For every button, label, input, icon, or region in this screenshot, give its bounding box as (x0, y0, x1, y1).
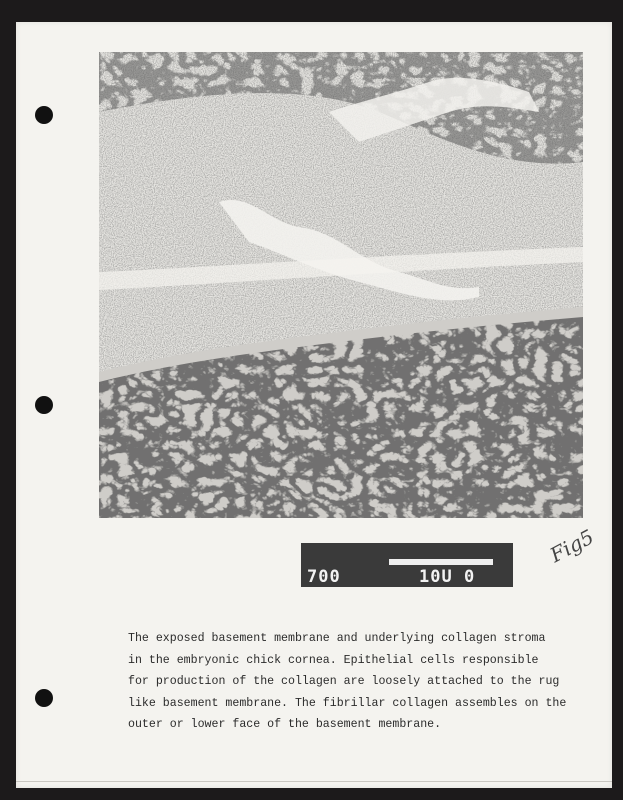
caption-line: in the embryonic chick cornea. Epithelial cells responsible (128, 653, 539, 667)
binder-hole (35, 396, 53, 414)
page-edge-line (16, 781, 612, 782)
caption-line: for production of the collagen are loosely attached to the rug (128, 675, 560, 688)
caption-line: The exposed basement membrane and underlying collagen stroma (128, 632, 546, 645)
caption-line: outer or lower face of the basement membrane. (128, 718, 442, 731)
scale-bar-right-label: 10U 0 (419, 567, 476, 587)
caption-line: like basement membrane. The fibrillar collagen assembles on the (128, 696, 567, 710)
scale-bar (301, 543, 513, 587)
scale-bar-left-label: 700 (307, 567, 341, 587)
binder-hole (35, 106, 53, 124)
handwritten-figure-note: Fig5 (546, 524, 598, 568)
electron-micrograph (99, 52, 583, 518)
scale-bar-line (389, 559, 493, 565)
document-page (16, 22, 612, 788)
figure-caption (128, 628, 588, 736)
binder-hole (35, 689, 53, 707)
